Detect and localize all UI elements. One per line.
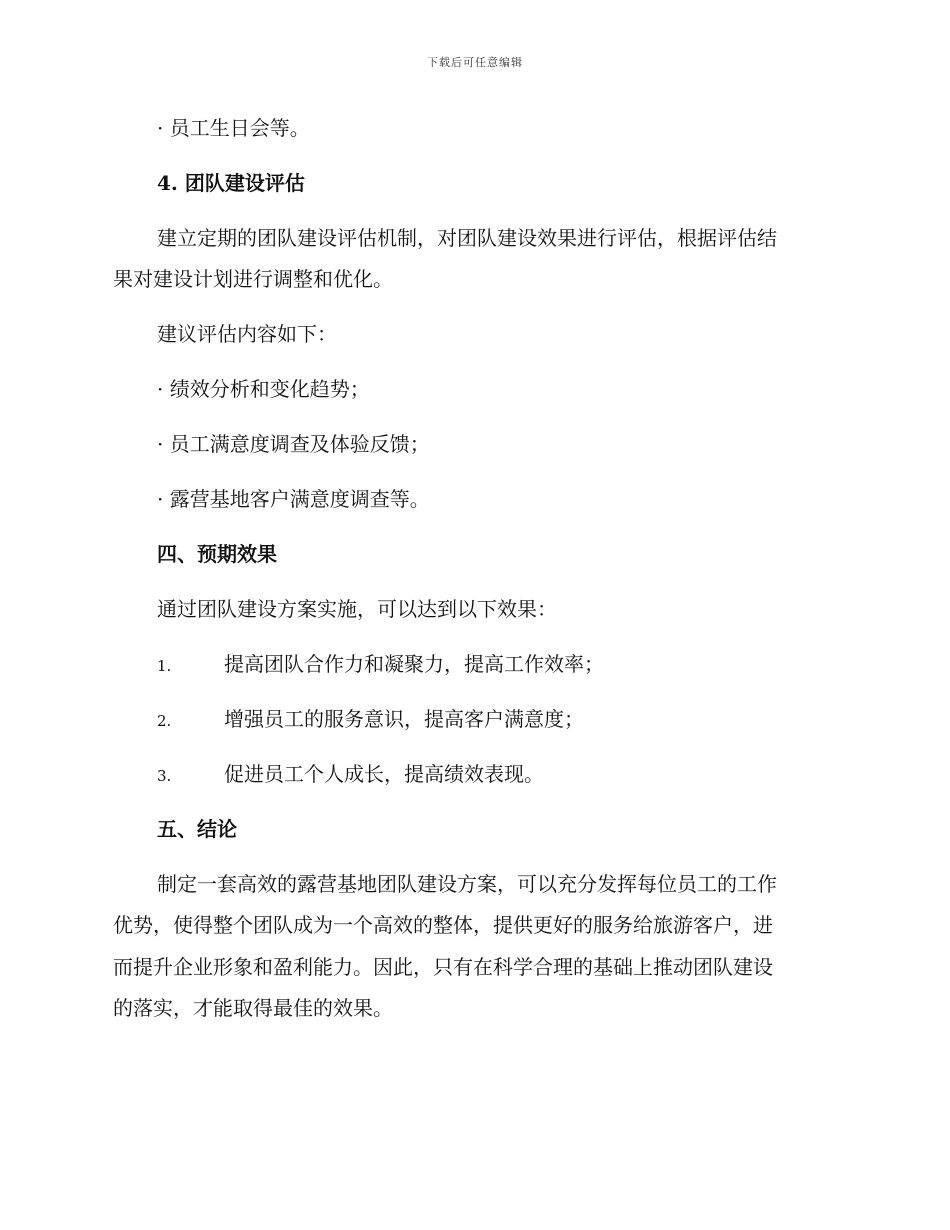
paragraph-line: 而提升企业形象和盈利能力。因此，只有在科学合理的基础上推动团队建设 [113,955,773,979]
bullet-item: · 露营基地客户满意度调查等。 [157,487,430,511]
paragraph-line: 果对建设计划进行调整和优化。 [113,267,393,291]
paragraph-line: 的落实，才能取得最佳的效果。 [113,996,393,1020]
item-text: 提高团队合作力和凝聚力，提高工作效率； [224,652,604,676]
bullet-item: · 绩效分析和变化趋势； [157,377,370,401]
bullet-item: · 员工满意度调查及体验反馈； [157,432,430,456]
paragraph-intro: 通过团队建设方案实施，可以达到以下效果： [157,597,557,621]
header-note: 下载后可任意编辑 [427,56,523,69]
section-heading: 四、预期效果 [157,542,277,566]
item-text: 促进员工个人成长，提高绩效表现。 [224,762,544,786]
paragraph-line: 优势，使得整个团队成为一个高效的整体，提供更好的服务给旅游客户，进 [113,913,773,937]
numbered-item [157,760,544,790]
numbered-item [157,650,604,680]
item-number: 3. [157,767,172,785]
bullet-item: · 员工生日会等。 [157,116,310,140]
section-heading: 4. 团队建设评估 [157,171,305,195]
paragraph-intro: 建议评估内容如下： [157,322,337,346]
paragraph-line: 建立定期的团队建设评估机制，对团队建设效果进行评估，根据评估结 [157,226,777,250]
section-heading: 五、结论 [157,817,237,841]
paragraph-line: 制定一套高效的露营基地团队建设方案，可以充分发挥每位员工的工作 [157,872,777,896]
item-text: 增强员工的服务意识，提高客户满意度； [224,707,584,731]
numbered-item [157,705,584,735]
item-number: 2. [157,712,172,730]
item-number: 1. [157,657,172,675]
